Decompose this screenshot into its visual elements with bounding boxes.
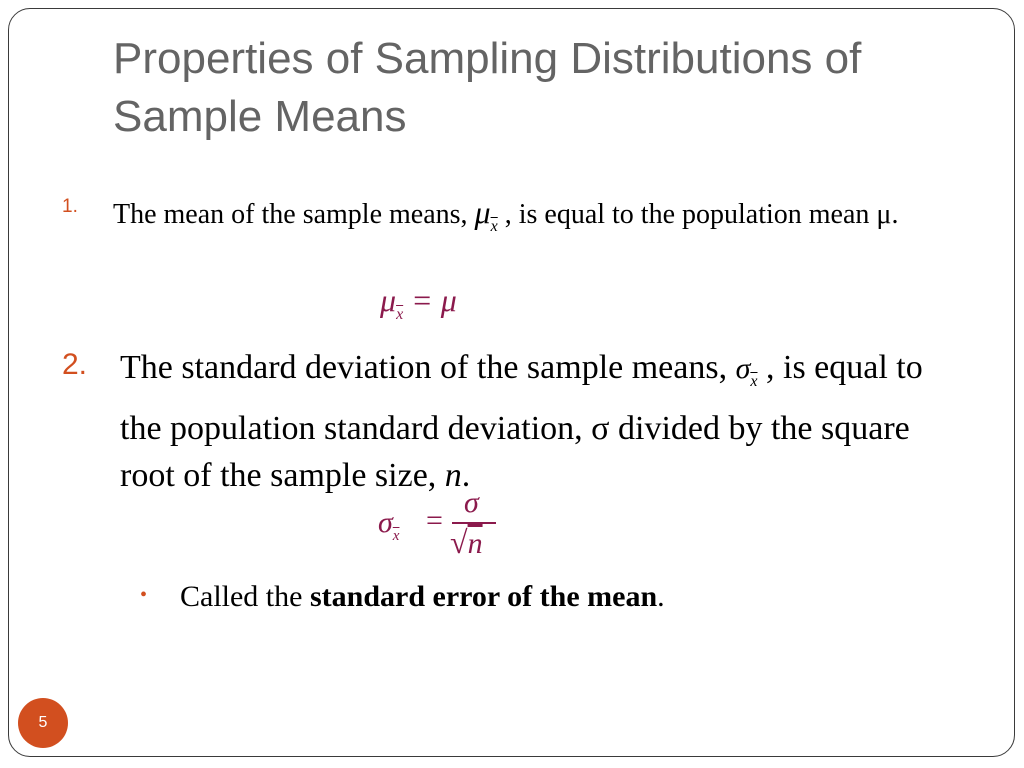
title-line-2: Sample Means (113, 92, 407, 141)
item-1-number: 1. (62, 196, 78, 217)
item-1-text-before: The mean of the sample means, (113, 199, 468, 230)
item-1-text-after: , is equal to the population mean (504, 199, 870, 230)
page-number-badge: 5 (18, 698, 68, 748)
formula-mean: $\mu_{\overline{x}} = \mu$ (380, 282, 457, 323)
item-2-text-before: The standard deviation of the sample means, (120, 349, 728, 386)
formula-denominator: √n (450, 524, 483, 560)
formula-lhs: $\sigma_{\overline{x}}$ (378, 506, 400, 544)
bullet-text-before: Called the (180, 580, 303, 613)
item-1-period: . (891, 199, 899, 230)
n-symbol: n (444, 457, 462, 494)
sigma-xbar-symbol: $\sigma_{\overline{x}}$ (735, 352, 758, 390)
formula-standard-error (378, 486, 518, 570)
bullet-icon: • (140, 584, 148, 606)
slide-title (113, 30, 993, 146)
mu-symbol: μ (876, 199, 892, 230)
sqrt-icon: √ (450, 524, 468, 560)
item-2-number: 2. (62, 348, 88, 381)
item-2-text (120, 344, 960, 499)
bullet-period: . (657, 580, 665, 613)
item-2-period: . (461, 457, 471, 494)
formula-numerator: σ (464, 486, 479, 519)
bullet-text (180, 576, 940, 618)
bullet-bold-text: standard error of the mean (309, 580, 658, 613)
item-2-text-after: , is equal to the population standard deviation, σ divided by the square root of the sample size, (120, 349, 923, 494)
item-1-text (113, 188, 953, 251)
title-line-1: Properties of Sampling Distributions of (113, 34, 862, 83)
mu-xbar-symbol: $\mu_{\overline{x}}$ (474, 194, 498, 235)
formula-equals: = (426, 504, 443, 537)
